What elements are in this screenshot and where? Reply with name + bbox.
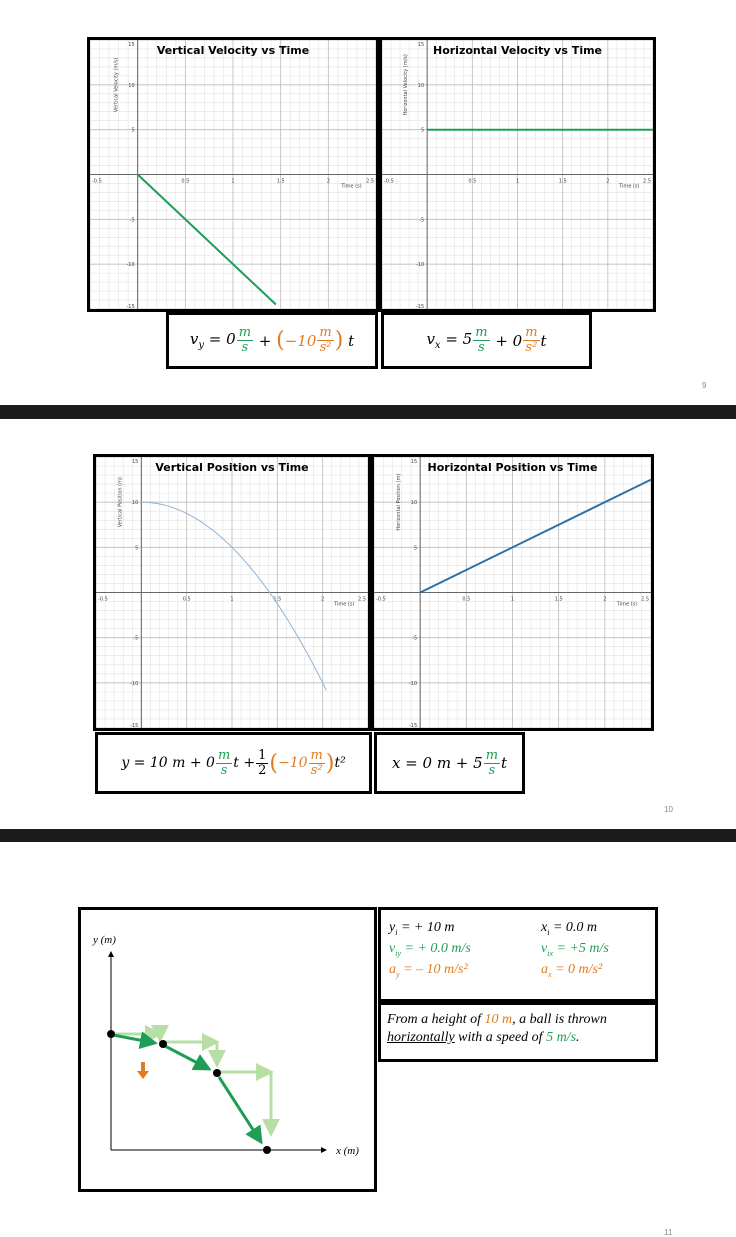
y-axis-label: Vertical Velocity (m/s) — [113, 57, 120, 113]
chart-panel-vertical-velocity — [87, 37, 379, 312]
y-tick-label: -10 — [126, 262, 135, 269]
chart-title: Horizontal Position vs Time — [427, 461, 598, 474]
x-tick-label: -0.5 — [376, 596, 386, 603]
problem-panel — [378, 1002, 658, 1062]
x-tick-label: 0.5 — [181, 178, 190, 185]
x-tick-label: 2 — [326, 178, 330, 185]
y-tick-label: -10 — [130, 680, 139, 687]
givens-y: $y_i$ = + 10 m $v_{iy}$ = + 0.0 m/s $a_y$ = – 10 m/s² — [389, 920, 471, 979]
chart-title: Vertical Position vs Time — [155, 461, 309, 474]
x-axis-label: Time (s) — [616, 601, 638, 608]
y-tick-label: -10 — [415, 262, 425, 269]
ball-position — [263, 1146, 271, 1154]
x-tick-label: 1.5 — [276, 178, 285, 185]
y-tick-label: -15 — [415, 304, 425, 309]
x-tick-label: 2.5 — [641, 596, 649, 603]
x-tick-label: 0.5 — [468, 178, 477, 185]
y-tick-label: 15 — [131, 459, 139, 465]
y-tick-label: -15 — [126, 304, 135, 309]
y-tick-label: -5 — [129, 217, 135, 224]
trajectory-diagram — [81, 910, 374, 1189]
y-tick-label: 10 — [417, 82, 425, 89]
series-line — [138, 175, 276, 305]
x-tick-label: 2.5 — [358, 596, 366, 603]
x-axis-label: Time (s) — [334, 601, 355, 608]
equation-vx: $v_x = 5$ $\frac{m}{s}$ + 0 $\frac{m}{\text{s²}}$ t — [381, 312, 592, 369]
x-tick-label: 1 — [230, 596, 234, 603]
y-tick-label: -10 — [408, 680, 418, 687]
x-axis-label: Time (s) — [341, 183, 362, 190]
x-tick-label: 2 — [606, 178, 610, 185]
y-tick-label: 15 — [410, 459, 418, 465]
x-tick-label: 1 — [510, 596, 515, 603]
givens-x: $x_i = 0.0$ m $v_{ix} = +5$ m/s $a_x = 0$ m/s² — [541, 920, 609, 979]
page-number: 10 — [664, 805, 673, 814]
unit-fraction: $\frac{m}{s}$ — [238, 325, 252, 355]
series-line — [420, 480, 651, 593]
y-tick-label: 5 — [135, 545, 139, 552]
page-number: 11 — [664, 1228, 673, 1237]
givens-panel — [378, 907, 658, 1002]
chart-panel-vertical-position — [93, 454, 371, 731]
x-tick-label: 2 — [321, 596, 325, 603]
y-tick-label: 10 — [410, 500, 418, 507]
y-axis-label: Horizontal Position (m) — [396, 473, 403, 531]
y-tick-label: 5 — [420, 127, 425, 134]
ball-position — [107, 1030, 115, 1038]
problem-text: From a height of 10 m, a ball is thrown horizontally with a speed of 5 m/s. — [387, 1012, 607, 1045]
x-tick-label: -0.5 — [98, 596, 108, 603]
y-tick-label: 5 — [131, 127, 135, 134]
slide-separator — [0, 829, 736, 842]
x-tick-label: 0.5 — [462, 596, 471, 603]
y-tick-label: 5 — [413, 545, 418, 552]
chart-horizontal-position — [374, 457, 651, 728]
equation-y: y = 10 m + 0 $\frac{m}{s}$ t + $\frac{1}{2}$ ( −10 $\frac{m}{\text{s²}}$ ) t² — [95, 732, 372, 794]
x-axis-label: Time (s) — [619, 183, 640, 190]
x-tick-label: 2.5 — [366, 178, 374, 185]
y-tick-label: 10 — [131, 500, 139, 507]
trajectory-path — [113, 1035, 261, 1142]
chart-vertical-position — [96, 457, 368, 728]
page-number: 9 — [702, 381, 707, 390]
x-tick-label: 0.5 — [182, 596, 191, 603]
ball-position — [213, 1069, 221, 1077]
equation-vy: $v_y = 0$ $\frac{m}{s}$ + ( −10 $\frac{m}{\text{s²}}$ ) t — [166, 312, 378, 369]
x-tick-label: 1 — [231, 178, 235, 185]
y-axis-label: Horizontal Velocity (m/s) — [403, 54, 410, 116]
x-tick-label: 1 — [515, 178, 520, 185]
x-tick-label: 1.5 — [558, 178, 567, 185]
x-tick-label: 1.5 — [273, 596, 282, 603]
chart-panel-horizontal-position — [371, 454, 654, 731]
x-tick-label: -0.5 — [92, 178, 102, 185]
chart-title: Vertical Velocity vs Time — [156, 44, 310, 57]
y-tick-label: -5 — [412, 635, 418, 642]
y-axis-label: y (m) — [93, 934, 116, 946]
series-line — [141, 502, 326, 690]
y-tick-label: -15 — [130, 723, 139, 728]
ball-position — [159, 1040, 167, 1048]
slide-11 — [0, 842, 736, 1237]
y-tick-label: -15 — [408, 723, 418, 728]
x-tick-label: 2 — [603, 596, 607, 603]
chart-horizontal-velocity — [382, 40, 653, 309]
y-tick-label: 15 — [128, 42, 135, 48]
equation-x: x = 0 m + 5 $\frac{m}{s}$ t — [374, 732, 525, 794]
slide-separator — [0, 405, 736, 419]
y-tick-label: -5 — [133, 635, 139, 642]
y-tick-label: 15 — [417, 42, 425, 48]
x-axis-label: x (m) — [336, 1145, 359, 1157]
diagram-panel — [78, 907, 377, 1192]
slide-10 — [0, 419, 736, 829]
x-tick-label: 1.5 — [554, 596, 563, 603]
x-tick-label: 2.5 — [643, 178, 651, 185]
x-tick-label: -0.5 — [384, 178, 394, 185]
y-tick-label: -5 — [419, 217, 425, 224]
y-axis-label: Vertical Position (m) — [117, 477, 124, 528]
chart-title: Horizontal Velocity vs Time — [432, 44, 603, 57]
chart-panel-horizontal-velocity — [379, 37, 656, 312]
gravity-arrow-icon — [137, 1062, 149, 1079]
y-tick-label: 10 — [128, 82, 135, 89]
slide-9 — [0, 0, 736, 405]
chart-vertical-velocity — [90, 40, 376, 309]
